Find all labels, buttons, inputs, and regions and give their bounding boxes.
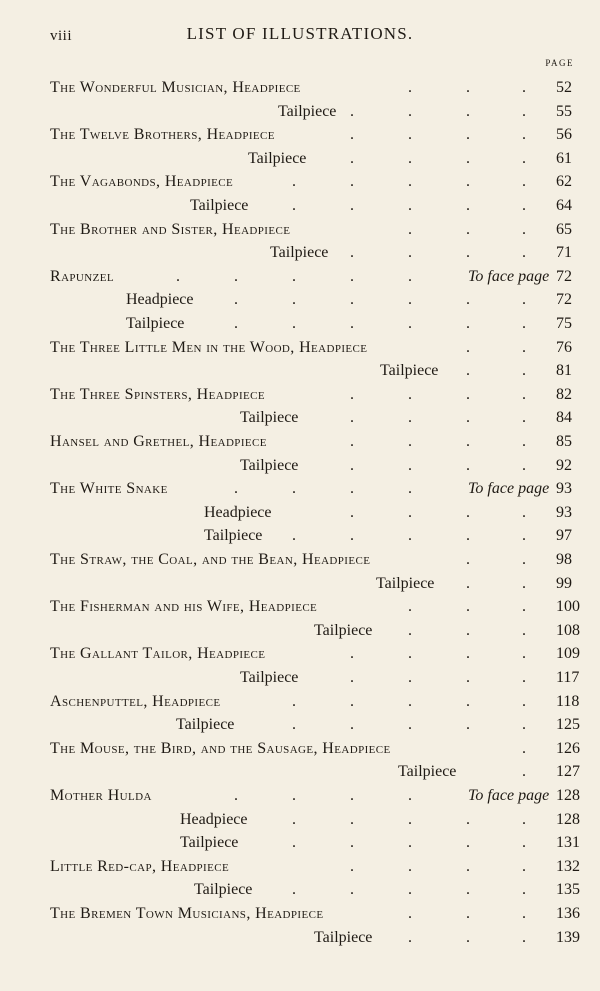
entry-page-number: 127 xyxy=(556,763,580,781)
leader-dot: . xyxy=(350,433,354,450)
entry-page-number: 136 xyxy=(556,905,580,922)
leader-dot: . xyxy=(350,810,354,828)
entry-page-number: 93 xyxy=(556,503,572,521)
leader-dot: . xyxy=(466,503,470,521)
entry-page-number: 131 xyxy=(556,834,580,852)
list-item xyxy=(0,147,600,171)
leader-dot: . xyxy=(466,928,470,946)
leader-dot: . xyxy=(350,173,354,191)
leader-dot: . xyxy=(292,291,296,309)
leader-dot: . xyxy=(350,456,354,474)
entry-title: Tailpiece xyxy=(180,834,239,852)
leader-dot: . xyxy=(522,810,526,828)
entry-page-number: 97 xyxy=(556,527,572,545)
entry-title: Rapunzel xyxy=(50,267,114,285)
leader-dot: . xyxy=(292,267,296,285)
leader-dot: . xyxy=(350,834,354,852)
leader-dot: . xyxy=(466,810,470,828)
leader-dot: . xyxy=(466,385,470,403)
leader-dot: . xyxy=(408,716,412,734)
entry-title: The Fisherman and his Wife, Headpiece xyxy=(50,598,318,616)
list-item xyxy=(0,760,600,784)
leader-dot: . xyxy=(522,716,526,734)
leader-dot: . xyxy=(350,787,354,804)
leader-dot: . xyxy=(408,905,412,922)
entry-page-number: 76 xyxy=(556,338,572,356)
entry-title: Aschenputtel, Headpiece xyxy=(50,692,221,710)
leader-dot: . xyxy=(466,173,470,191)
entry-title: The Mouse, the Bird, and the Sausage, Headpiece xyxy=(50,739,391,757)
leader-dot: . xyxy=(234,787,238,804)
entry-page-number: 98 xyxy=(556,551,572,568)
leader-dot: . xyxy=(522,881,526,899)
leader-dot: . xyxy=(292,173,296,191)
leader-dot: . xyxy=(466,409,470,427)
leader-dot: . xyxy=(350,149,354,167)
list-item xyxy=(0,477,600,501)
list-item xyxy=(0,737,600,761)
leader-dot: . xyxy=(292,480,296,498)
leader-dot: . xyxy=(522,857,526,875)
leader-dot: . xyxy=(522,79,526,96)
list-item xyxy=(0,100,600,124)
leader-dot: . xyxy=(522,433,526,450)
list-item xyxy=(0,524,600,548)
leader-dot: . xyxy=(408,857,412,875)
leader-dot: . xyxy=(522,244,526,262)
leader-dot: . xyxy=(466,244,470,262)
entry-page-number: 52 xyxy=(556,79,572,96)
leader-dot: . xyxy=(408,244,412,262)
leader-dot: . xyxy=(522,220,526,238)
leader-dot: . xyxy=(350,503,354,521)
leader-dot: . xyxy=(466,574,470,592)
leader-dot: . xyxy=(408,503,412,521)
leader-dot: . xyxy=(522,598,526,616)
list-item xyxy=(0,454,600,478)
list-item xyxy=(0,194,600,218)
leader-dot: . xyxy=(522,338,526,356)
leader-dot: . xyxy=(466,716,470,734)
leader-dot: . xyxy=(234,480,238,498)
list-item xyxy=(0,595,600,619)
leader-dot: . xyxy=(292,810,296,828)
entry-page-number: 55 xyxy=(556,102,572,120)
list-item xyxy=(0,241,600,265)
leader-dot: . xyxy=(292,834,296,852)
entry-title: Tailpiece xyxy=(126,315,185,332)
leader-dot: . xyxy=(522,503,526,521)
entry-title: Tailpiece xyxy=(240,456,299,474)
leader-dot: . xyxy=(522,149,526,167)
leader-dot: . xyxy=(522,834,526,852)
leader-dot: . xyxy=(522,763,526,781)
leader-dot: . xyxy=(408,881,412,899)
leader-dot: . xyxy=(466,527,470,545)
leader-dot: . xyxy=(292,692,296,710)
leader-dot: . xyxy=(522,291,526,309)
list-item xyxy=(0,878,600,902)
leader-dot: . xyxy=(466,291,470,309)
leader-dot: . xyxy=(408,126,412,144)
leader-dot: . xyxy=(466,220,470,238)
leader-dot: . xyxy=(292,787,296,804)
entry-page-number: 71 xyxy=(556,244,572,262)
entry-title: Tailpiece xyxy=(240,409,299,427)
leader-dot: . xyxy=(466,338,470,356)
list-item xyxy=(0,406,600,430)
list-item xyxy=(0,430,600,454)
leader-dot: . xyxy=(408,598,412,616)
leader-dot: . xyxy=(466,433,470,450)
entry-title: Tailpiece xyxy=(194,881,253,899)
leader-dot: . xyxy=(408,433,412,450)
leader-dot: . xyxy=(522,456,526,474)
leader-dot: . xyxy=(466,149,470,167)
leader-dot: . xyxy=(350,692,354,710)
entry-page-number: 56 xyxy=(556,126,572,144)
entry-title: Tailpiece xyxy=(190,197,249,214)
entry-title: Tailpiece xyxy=(204,527,263,545)
leader-dot: . xyxy=(350,291,354,309)
leader-dot: . xyxy=(466,551,470,568)
leader-dot: . xyxy=(522,645,526,663)
leader-dot: . xyxy=(350,527,354,545)
leader-dot: . xyxy=(350,409,354,427)
list-item xyxy=(0,713,600,737)
leader-dot: . xyxy=(350,197,354,214)
leader-dot: . xyxy=(522,126,526,144)
entry-page-number: 139 xyxy=(556,928,580,946)
leader-dot: . xyxy=(350,645,354,663)
leader-dot: . xyxy=(408,810,412,828)
leader-dot: . xyxy=(522,928,526,946)
leader-dot: . xyxy=(350,102,354,120)
leader-dot: . xyxy=(408,102,412,120)
leader-dot: . xyxy=(522,551,526,568)
leader-dot: . xyxy=(522,621,526,639)
list-item xyxy=(0,666,600,690)
leader-dot: . xyxy=(522,669,526,686)
leader-dot: . xyxy=(408,527,412,545)
leader-dot: . xyxy=(522,574,526,592)
leader-dot: . xyxy=(292,197,296,214)
leader-dot: . xyxy=(466,834,470,852)
entry-page-number: 118 xyxy=(556,692,580,710)
entry-page-number: 128 xyxy=(556,787,580,804)
entry-title: Tailpiece xyxy=(376,574,435,592)
entry-title: Tailpiece xyxy=(398,763,457,781)
leader-dot: . xyxy=(292,881,296,899)
list-item xyxy=(0,572,600,596)
leader-dot: . xyxy=(522,409,526,427)
entry-title: The Wonderful Musician, Headpiece xyxy=(50,79,301,96)
entry-page-number: 82 xyxy=(556,385,572,403)
list-item xyxy=(0,642,600,666)
leader-dot: . xyxy=(408,267,412,285)
entry-title: The Gallant Tailor, Headpiece xyxy=(50,645,266,663)
entry-page-number: 125 xyxy=(556,716,580,734)
entry-page-number: 128 xyxy=(556,810,580,828)
entry-title: The Bremen Town Musicians, Headpiece xyxy=(50,905,324,922)
leader-dot: . xyxy=(350,126,354,144)
leader-dot: . xyxy=(234,315,238,332)
leader-dot: . xyxy=(466,881,470,899)
leader-dot: . xyxy=(408,291,412,309)
list-item xyxy=(0,831,600,855)
leader-dot: . xyxy=(522,527,526,545)
entry-page-number: 64 xyxy=(556,197,572,214)
entry-title: Tailpiece xyxy=(314,621,373,639)
entry-title: Tailpiece xyxy=(176,716,235,734)
leader-dot: . xyxy=(466,102,470,120)
list-item xyxy=(0,123,600,147)
entry-page-number: 108 xyxy=(556,621,580,639)
entry-title: Little Red-cap, Headpiece xyxy=(50,857,230,875)
leader-dot: . xyxy=(466,197,470,214)
entry-page-number: 62 xyxy=(556,173,572,191)
list-item xyxy=(0,784,600,808)
leader-dot: . xyxy=(466,315,470,332)
leader-dot: . xyxy=(234,291,238,309)
entry-title: The Straw, the Coal, and the Bean, Headpiece xyxy=(50,551,371,568)
leader-dot: . xyxy=(408,173,412,191)
leader-dot: . xyxy=(522,905,526,922)
leader-dot: . xyxy=(408,315,412,332)
entry-page-number: 81 xyxy=(556,362,572,380)
leader-dot: . xyxy=(466,857,470,875)
leader-dot: . xyxy=(350,267,354,285)
leader-dot: . xyxy=(408,787,412,804)
leader-dot: . xyxy=(466,905,470,922)
entry-page-number: 65 xyxy=(556,220,572,238)
page-number: viii xyxy=(50,28,73,44)
leader-dot: . xyxy=(350,385,354,403)
list-item xyxy=(0,170,600,194)
page-title: LIST OF ILLUSTRATIONS. xyxy=(186,24,414,43)
leader-dot: . xyxy=(408,834,412,852)
leader-dot: . xyxy=(408,220,412,238)
leader-dot: . xyxy=(466,362,470,380)
entry-page-number: 99 xyxy=(556,574,572,592)
list-item xyxy=(0,76,600,100)
leader-dot: . xyxy=(522,173,526,191)
leader-dot: . xyxy=(350,244,354,262)
entry-title: The Three Little Men in the Wood, Headpiece xyxy=(50,338,368,356)
list-item xyxy=(0,855,600,879)
entry-page-number: 61 xyxy=(556,149,572,167)
leader-dot: . xyxy=(350,881,354,899)
leader-dot: . xyxy=(408,385,412,403)
entry-page-number: 132 xyxy=(556,857,580,875)
entry-title: Tailpiece xyxy=(240,669,299,686)
leader-dot: . xyxy=(350,480,354,498)
entry-title: Tailpiece xyxy=(380,362,439,380)
entry-title: Mother Hulda xyxy=(50,787,152,804)
list-item xyxy=(0,383,600,407)
entry-page-number: 75 xyxy=(556,315,572,332)
list-item xyxy=(0,926,600,950)
leader-dot: . xyxy=(408,409,412,427)
leader-dot: . xyxy=(292,716,296,734)
leader-dot: . xyxy=(350,857,354,875)
to-face-page-label: To face page xyxy=(468,267,550,285)
entry-title: Headpiece xyxy=(126,291,194,309)
leader-dot: . xyxy=(466,692,470,710)
list-item xyxy=(0,501,600,525)
list-item xyxy=(0,288,600,312)
list-item xyxy=(0,218,600,242)
entry-page-number: 100 xyxy=(556,598,580,616)
entry-page-number: 92 xyxy=(556,456,572,474)
page-column-label: PAGE xyxy=(545,58,574,68)
list-item xyxy=(0,902,600,926)
leader-dot: . xyxy=(522,385,526,403)
leader-dot: . xyxy=(466,645,470,663)
leader-dot: . xyxy=(176,267,180,285)
leader-dot: . xyxy=(522,739,526,757)
leader-dot: . xyxy=(408,928,412,946)
entry-title: Headpiece xyxy=(204,503,272,521)
entry-title: The Twelve Brothers, Headpiece xyxy=(50,126,275,144)
list-item xyxy=(0,312,600,336)
leader-dot: . xyxy=(408,197,412,214)
leader-dot: . xyxy=(350,716,354,734)
leader-dot: . xyxy=(522,315,526,332)
leader-dot: . xyxy=(522,197,526,214)
leader-dot: . xyxy=(522,102,526,120)
leader-dot: . xyxy=(408,621,412,639)
entry-page-number: 135 xyxy=(556,881,580,899)
leader-dot: . xyxy=(408,692,412,710)
leader-dot: . xyxy=(408,456,412,474)
entry-title: The Three Spinsters, Headpiece xyxy=(50,385,265,403)
entry-title: Tailpiece xyxy=(270,244,329,262)
to-face-page-label: To face page xyxy=(468,480,550,498)
leader-dot: . xyxy=(466,621,470,639)
leader-dot: . xyxy=(408,669,412,686)
list-item xyxy=(0,619,600,643)
leader-dot: . xyxy=(234,267,238,285)
entry-title: The Brother and Sister, Headpiece xyxy=(50,220,291,238)
entry-title: Tailpiece xyxy=(314,928,373,946)
entry-page-number: 72 xyxy=(556,291,572,309)
list-item xyxy=(0,690,600,714)
entry-title: Headpiece xyxy=(180,810,248,828)
entry-page-number: 93 xyxy=(556,480,572,498)
list-item xyxy=(0,548,600,572)
leader-dot: . xyxy=(408,480,412,498)
list-item xyxy=(0,359,600,383)
leader-dot: . xyxy=(466,79,470,96)
leader-dot: . xyxy=(292,315,296,332)
leader-dot: . xyxy=(522,692,526,710)
entry-title: Tailpiece xyxy=(278,102,337,120)
to-face-page-label: To face page xyxy=(468,787,550,804)
leader-dot: . xyxy=(350,315,354,332)
entry-page-number: 84 xyxy=(556,409,572,427)
leader-dot: . xyxy=(466,456,470,474)
entry-page-number: 109 xyxy=(556,645,580,663)
entry-page-number: 72 xyxy=(556,267,572,285)
entry-page-number: 126 xyxy=(556,739,580,757)
leader-dot: . xyxy=(466,126,470,144)
leader-dot: . xyxy=(466,669,470,686)
entry-title: Hansel and Grethel, Headpiece xyxy=(50,433,267,450)
entry-title: Tailpiece xyxy=(248,149,307,167)
list-item xyxy=(0,265,600,289)
list-item xyxy=(0,336,600,360)
leader-dot: . xyxy=(522,362,526,380)
leader-dot: . xyxy=(408,645,412,663)
leader-dot: . xyxy=(292,527,296,545)
entry-title: The Vagabonds, Headpiece xyxy=(50,173,234,191)
entry-page-number: 117 xyxy=(556,669,580,686)
leader-dot: . xyxy=(466,598,470,616)
entry-title: The White Snake xyxy=(50,480,168,498)
entry-page-number: 85 xyxy=(556,433,572,450)
leader-dot: . xyxy=(350,669,354,686)
list-item xyxy=(0,808,600,832)
leader-dot: . xyxy=(408,79,412,96)
leader-dot: . xyxy=(408,149,412,167)
